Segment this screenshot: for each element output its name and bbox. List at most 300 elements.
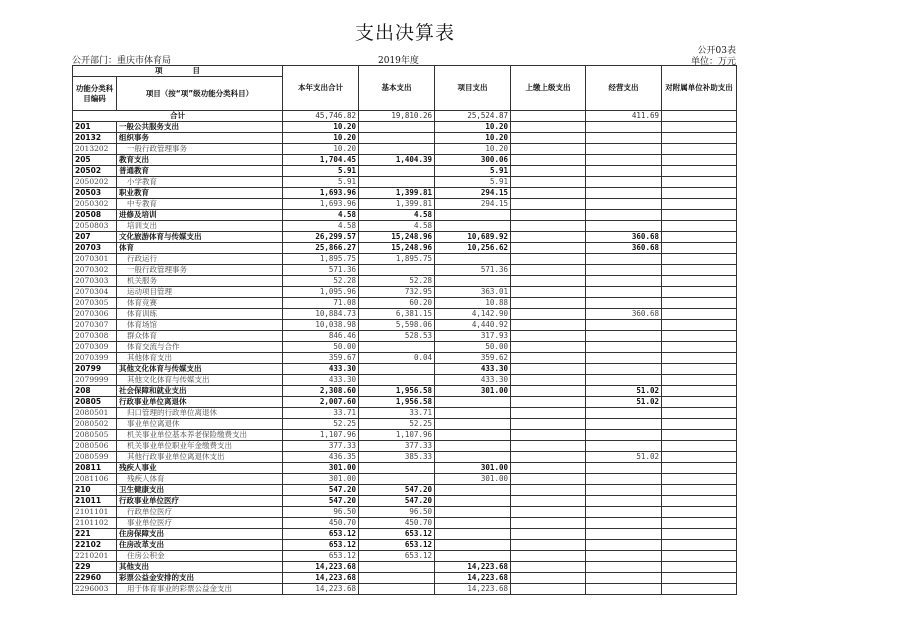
cell-subsidy [662, 474, 737, 485]
page-title: 支出决算表 [354, 22, 455, 44]
table-row [73, 386, 737, 397]
table-row [73, 518, 737, 529]
header-item-group: 项 目 [73, 66, 283, 77]
table-row [73, 408, 737, 419]
cell-subsidy [662, 166, 737, 177]
header-business: 经营支出 [586, 66, 662, 111]
cell-upper [511, 210, 586, 221]
cell-total: 377.33 [283, 441, 359, 452]
table-row [73, 507, 737, 518]
header-basic: 基本支出 [359, 66, 435, 111]
cell-total: 52.25 [283, 419, 359, 430]
cell-total: 359.67 [283, 353, 359, 364]
cell-basic: 15,248.96 [359, 243, 435, 254]
cell-upper [511, 265, 586, 276]
cell-name: 体育交流与合作 [117, 342, 283, 353]
cell-business [586, 441, 662, 452]
cell-code: 2070308 [73, 331, 117, 342]
cell-project: 10.88 [435, 298, 511, 309]
table-row [73, 441, 737, 452]
cell-upper [511, 562, 586, 573]
table-row [73, 584, 737, 595]
table-row [73, 133, 737, 144]
table-row [73, 166, 737, 177]
table-row [73, 452, 737, 463]
cell-upper [511, 540, 586, 551]
cell-subsidy [662, 551, 737, 562]
cell-name: 其他体育支出 [117, 353, 283, 364]
cell-basic: 33.71 [359, 408, 435, 419]
table-row [73, 320, 737, 331]
table-row [73, 474, 737, 485]
cell-business [586, 463, 662, 474]
cell-code: 2070303 [73, 276, 117, 287]
cell-upper [511, 232, 586, 243]
cell-code: 2070304 [73, 287, 117, 298]
cell-name: 机关事业单位职业年金缴费支出 [117, 441, 283, 452]
cell-upper [511, 529, 586, 540]
cell-upper [511, 166, 586, 177]
cell-total: 301.00 [283, 474, 359, 485]
cell-basic: 1,399.81 [359, 199, 435, 210]
cell-project [435, 540, 511, 551]
cell-business [586, 584, 662, 595]
cell-basic: 1,956.58 [359, 386, 435, 397]
table-row [73, 419, 737, 430]
cell-name: 组织事务 [117, 133, 283, 144]
table-row [73, 243, 737, 254]
cell-name: 进修及培训 [117, 210, 283, 221]
cell-business [586, 155, 662, 166]
cell-name: 用于体育事业的彩票公益金支出 [117, 584, 283, 595]
cell-business: 51.02 [586, 452, 662, 463]
table-row [73, 265, 737, 276]
cell-subsidy [662, 452, 737, 463]
cell-basic: 52.28 [359, 276, 435, 287]
cell-subsidy [662, 232, 737, 243]
cell-project: 359.62 [435, 353, 511, 364]
cell-total: 5.91 [283, 166, 359, 177]
cell-upper [511, 551, 586, 562]
cell-basic [359, 342, 435, 353]
cell-project: 363.01 [435, 287, 511, 298]
table-row [73, 177, 737, 188]
cell-subsidy [662, 562, 737, 573]
cell-total: 450.70 [283, 518, 359, 529]
cell-subsidy [662, 221, 737, 232]
cell-subsidy [662, 419, 737, 430]
cell-code: 208 [73, 386, 117, 397]
cell-upper [511, 287, 586, 298]
cell-upper [511, 221, 586, 232]
table-row [73, 573, 737, 584]
cell-upper [511, 144, 586, 155]
cell-subsidy [662, 573, 737, 584]
cell-project: 300.06 [435, 155, 511, 166]
cell-upper [511, 243, 586, 254]
cell-upper [511, 364, 586, 375]
cell-name: 行政事业单位医疗 [117, 496, 283, 507]
cell-business: 360.68 [586, 243, 662, 254]
cell-total: 653.12 [283, 551, 359, 562]
cell-total: 71.08 [283, 298, 359, 309]
cell-subsidy [662, 254, 737, 265]
unit-label: 单位：万元 [690, 57, 736, 67]
cell-code: 2296003 [73, 584, 117, 595]
cell-basic [359, 133, 435, 144]
cell-total: 433.30 [283, 375, 359, 386]
cell-code: 2080506 [73, 441, 117, 452]
cell-business [586, 298, 662, 309]
cell-name: 培训支出 [117, 221, 283, 232]
cell-code: 20811 [73, 463, 117, 474]
cell-subsidy [662, 364, 737, 375]
cell-basic: 450.70 [359, 518, 435, 529]
table-row [73, 562, 737, 573]
cell-subsidy [662, 408, 737, 419]
cell-name: 教育支出 [117, 155, 283, 166]
table-row [73, 122, 737, 133]
cell-subsidy [662, 375, 737, 386]
cell-subsidy [662, 485, 737, 496]
cell-subsidy [662, 122, 737, 133]
table-row [73, 276, 737, 287]
cell-code: 20502 [73, 166, 117, 177]
cell-basic [359, 177, 435, 188]
cell-code: 2050803 [73, 221, 117, 232]
cell-upper [511, 188, 586, 199]
cell-subsidy [662, 584, 737, 595]
cell-upper [511, 397, 586, 408]
cell-code: 201 [73, 122, 117, 133]
table-row [73, 254, 737, 265]
cell-subsidy [662, 210, 737, 221]
cell-upper [511, 298, 586, 309]
cell-name: 住房改革支出 [117, 540, 283, 551]
total-total: 45,746.82 [283, 111, 359, 122]
cell-basic: 15,248.96 [359, 232, 435, 243]
cell-business [586, 144, 662, 155]
cell-project: 301.00 [435, 474, 511, 485]
cell-total: 10,884.73 [283, 309, 359, 320]
cell-project: 10,689.92 [435, 232, 511, 243]
cell-upper [511, 199, 586, 210]
cell-project [435, 419, 511, 430]
cell-business [586, 430, 662, 441]
cell-total: 52.28 [283, 276, 359, 287]
total-row [73, 111, 737, 122]
cell-subsidy [662, 298, 737, 309]
cell-name: 社会保障和就业支出 [117, 386, 283, 397]
cell-business [586, 408, 662, 419]
cell-name: 一般公共服务支出 [117, 122, 283, 133]
total-project: 25,524.87 [435, 111, 511, 122]
cell-name: 一般行政管理事务 [117, 144, 283, 155]
cell-basic: 528.53 [359, 331, 435, 342]
cell-basic: 1,895.75 [359, 254, 435, 265]
cell-upper [511, 419, 586, 430]
cell-basic: 4.58 [359, 221, 435, 232]
cell-subsidy [662, 386, 737, 397]
cell-business [586, 375, 662, 386]
cell-business [586, 265, 662, 276]
table-row [73, 353, 737, 364]
cell-project [435, 529, 511, 540]
cell-total: 2,308.60 [283, 386, 359, 397]
cell-code: 22102 [73, 540, 117, 551]
cell-basic: 547.20 [359, 485, 435, 496]
cell-name: 职业教育 [117, 188, 283, 199]
cell-business [586, 364, 662, 375]
cell-project: 10,256.62 [435, 243, 511, 254]
cell-project [435, 430, 511, 441]
cell-business [586, 177, 662, 188]
cell-business [586, 166, 662, 177]
cell-total: 547.20 [283, 496, 359, 507]
cell-business [586, 188, 662, 199]
cell-upper [511, 133, 586, 144]
cell-total: 25,866.27 [283, 243, 359, 254]
cell-business [586, 551, 662, 562]
cell-basic: 4.58 [359, 210, 435, 221]
table-row [73, 529, 737, 540]
cell-code: 20799 [73, 364, 117, 375]
cell-name: 小学教育 [117, 177, 283, 188]
cell-name: 住房保障支出 [117, 529, 283, 540]
cell-code: 20508 [73, 210, 117, 221]
cell-upper [511, 507, 586, 518]
cell-business [586, 353, 662, 364]
cell-subsidy [662, 287, 737, 298]
cell-name: 群众体育 [117, 331, 283, 342]
cell-code: 2079999 [73, 375, 117, 386]
cell-total: 5.91 [283, 177, 359, 188]
cell-upper [511, 573, 586, 584]
table-row [73, 463, 737, 474]
cell-basic [359, 265, 435, 276]
cell-code: 205 [73, 155, 117, 166]
cell-basic: 52.25 [359, 419, 435, 430]
cell-name: 其他文化体育与传媒支出 [117, 364, 283, 375]
cell-project [435, 518, 511, 529]
cell-basic [359, 584, 435, 595]
table-row [73, 397, 737, 408]
cell-project [435, 254, 511, 265]
cell-code: 2101102 [73, 518, 117, 529]
cell-name: 事业单位离退休 [117, 419, 283, 430]
cell-code: 2050302 [73, 199, 117, 210]
cell-project [435, 485, 511, 496]
cell-name: 中专教育 [117, 199, 283, 210]
cell-code: 2050202 [73, 177, 117, 188]
cell-total: 10,038.98 [283, 320, 359, 331]
cell-subsidy [662, 144, 737, 155]
cell-code: 2080505 [73, 430, 117, 441]
cell-total: 571.36 [283, 265, 359, 276]
table-row [73, 188, 737, 199]
cell-total: 10.20 [283, 133, 359, 144]
cell-basic [359, 375, 435, 386]
cell-total: 433.30 [283, 364, 359, 375]
cell-name: 住房公积金 [117, 551, 283, 562]
cell-subsidy [662, 243, 737, 254]
cell-subsidy [662, 276, 737, 287]
cell-code: 207 [73, 232, 117, 243]
cell-subsidy [662, 441, 737, 452]
cell-code: 20503 [73, 188, 117, 199]
cell-business [586, 221, 662, 232]
table-row [73, 210, 737, 221]
cell-project: 301.00 [435, 463, 511, 474]
cell-business [586, 331, 662, 342]
cell-project [435, 276, 511, 287]
cell-total: 4.58 [283, 221, 359, 232]
cell-name: 其他支出 [117, 562, 283, 573]
cell-basic: 1,404.39 [359, 155, 435, 166]
cell-subsidy [662, 199, 737, 210]
cell-project: 10.20 [435, 144, 511, 155]
cell-basic [359, 144, 435, 155]
cell-project: 14,223.68 [435, 584, 511, 595]
cell-name: 机关事业单位基本养老保险缴费支出 [117, 430, 283, 441]
cell-code: 221 [73, 529, 117, 540]
cell-basic: 1,956.58 [359, 397, 435, 408]
cell-business [586, 287, 662, 298]
cell-project: 4,440.92 [435, 320, 511, 331]
cell-subsidy [662, 265, 737, 276]
cell-project: 294.15 [435, 199, 511, 210]
cell-upper [511, 276, 586, 287]
cell-subsidy [662, 540, 737, 551]
cell-name: 行政事业单位离退休 [117, 397, 283, 408]
cell-code: 2080502 [73, 419, 117, 430]
cell-basic [359, 166, 435, 177]
cell-project: 5.91 [435, 166, 511, 177]
table-row [73, 551, 737, 562]
cell-name: 体育训练 [117, 309, 283, 320]
cell-business [586, 276, 662, 287]
form-number: 公开03表 [697, 46, 736, 56]
cell-business [586, 199, 662, 210]
cell-name: 运动项目管理 [117, 287, 283, 298]
table-row [73, 540, 737, 551]
cell-business [586, 122, 662, 133]
cell-total: 4.58 [283, 210, 359, 221]
cell-code: 22960 [73, 573, 117, 584]
cell-basic [359, 364, 435, 375]
cell-business [586, 518, 662, 529]
cell-name: 卫生健康支出 [117, 485, 283, 496]
cell-upper [511, 353, 586, 364]
cell-upper [511, 496, 586, 507]
cell-basic: 653.12 [359, 540, 435, 551]
cell-subsidy [662, 529, 737, 540]
cell-code: 2070302 [73, 265, 117, 276]
cell-subsidy [662, 507, 737, 518]
cell-total: 1,704.45 [283, 155, 359, 166]
cell-total: 653.12 [283, 529, 359, 540]
cell-name: 残疾人事业 [117, 463, 283, 474]
cell-business [586, 133, 662, 144]
cell-subsidy [662, 331, 737, 342]
cell-upper [511, 474, 586, 485]
cell-code: 2081106 [73, 474, 117, 485]
cell-project [435, 441, 511, 452]
cell-business: 360.68 [586, 309, 662, 320]
cell-upper [511, 331, 586, 342]
cell-upper [511, 441, 586, 452]
table-row [73, 375, 737, 386]
cell-upper [511, 386, 586, 397]
cell-code: 2070305 [73, 298, 117, 309]
table-row [73, 144, 737, 155]
cell-basic [359, 573, 435, 584]
cell-project [435, 221, 511, 232]
cell-project: 10.20 [435, 133, 511, 144]
cell-code: 2070306 [73, 309, 117, 320]
cell-total: 50.00 [283, 342, 359, 353]
cell-code: 21011 [73, 496, 117, 507]
cell-total: 1,895.75 [283, 254, 359, 265]
cell-name: 彩票公益金安排的支出 [117, 573, 283, 584]
cell-total: 1,095.96 [283, 287, 359, 298]
cell-total: 10.20 [283, 144, 359, 155]
cell-basic: 1,399.81 [359, 188, 435, 199]
table-row [73, 342, 737, 353]
cell-code: 2080501 [73, 408, 117, 419]
cell-total: 33.71 [283, 408, 359, 419]
fiscal-year: 2019年度 [378, 56, 419, 66]
cell-basic: 96.50 [359, 507, 435, 518]
cell-code: 2070307 [73, 320, 117, 331]
cell-code: 2210201 [73, 551, 117, 562]
cell-basic [359, 474, 435, 485]
cell-code: 210 [73, 485, 117, 496]
cell-project: 571.36 [435, 265, 511, 276]
total-basic: 19,810.26 [359, 111, 435, 122]
cell-subsidy [662, 320, 737, 331]
cell-name: 体育 [117, 243, 283, 254]
cell-basic: 1,107.96 [359, 430, 435, 441]
cell-subsidy [662, 518, 737, 529]
cell-basic [359, 122, 435, 133]
cell-total: 2,007.60 [283, 397, 359, 408]
cell-code: 2101101 [73, 507, 117, 518]
cell-upper [511, 122, 586, 133]
cell-business [586, 210, 662, 221]
cell-basic [359, 562, 435, 573]
header-project: 项目支出 [435, 66, 511, 111]
cell-upper [511, 375, 586, 386]
cell-project [435, 551, 511, 562]
cell-basic: 547.20 [359, 496, 435, 507]
cell-name: 归口管理的行政单位离退休 [117, 408, 283, 419]
header-name: 项目（按“项”级功能分类科目） [117, 77, 283, 111]
cell-name: 行政运行 [117, 254, 283, 265]
header-total: 本年支出合计 [283, 66, 359, 111]
cell-business: 360.68 [586, 232, 662, 243]
cell-code: 229 [73, 562, 117, 573]
cell-code: 2013202 [73, 144, 117, 155]
cell-total: 301.00 [283, 463, 359, 474]
cell-name: 体育场馆 [117, 320, 283, 331]
cell-name: 体育竞赛 [117, 298, 283, 309]
cell-business [586, 540, 662, 551]
cell-business [586, 474, 662, 485]
cell-total: 846.46 [283, 331, 359, 342]
cell-code: 20132 [73, 133, 117, 144]
cell-upper [511, 452, 586, 463]
